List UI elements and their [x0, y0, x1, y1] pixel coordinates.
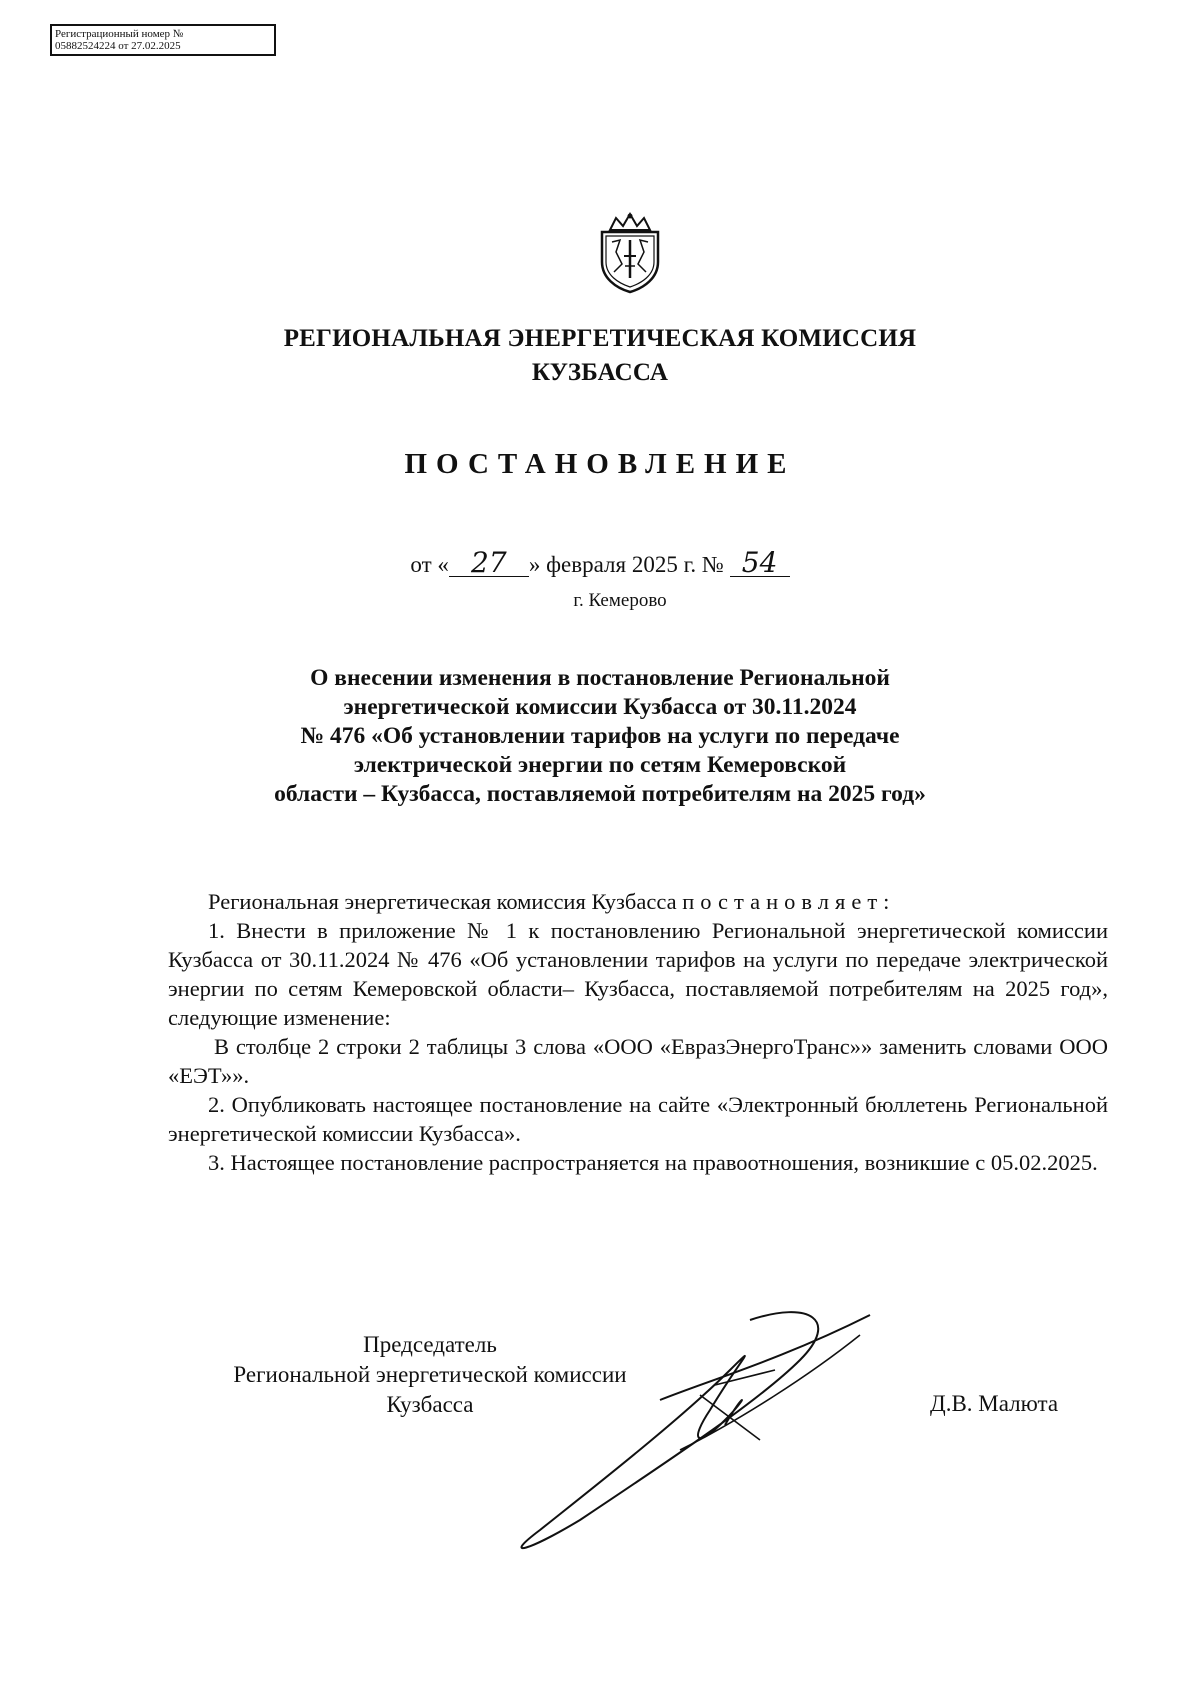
document-city: г. Кемерово	[573, 590, 667, 611]
intro-decree: постановляет:	[682, 889, 896, 914]
intro-text: Региональная энергетическая комиссия Кузбасса	[208, 889, 683, 914]
date-month-year: » февраля 2025 г. №	[528, 552, 724, 577]
organization-line-2: КУЗБАССА	[531, 359, 669, 386]
subject-line: области – Кузбасса, поставляемой потребителям на 2025 год»	[274, 781, 926, 807]
organization-line-1: РЕГИОНАЛЬНАЯ ЭНЕРГЕТИЧЕСКАЯ КОМИССИЯ	[283, 325, 917, 352]
signatory-title-line-3: Кузбасса	[386, 1392, 474, 1417]
handwritten-signature	[510, 1300, 950, 1560]
signatory-title-line-2: Региональной энергетической комиссии	[233, 1362, 627, 1387]
registration-line-2: 05882524224 от 27.02.2025	[55, 40, 181, 52]
registration-stamp	[50, 24, 276, 56]
document-date	[0, 546, 1200, 579]
body-item-1: 1. Внести в приложение № 1 к постановлению Региональной энергетической комиссии Кузбасса от 30.11.2024 № 476 «Об установлении тарифов на услуги по передаче электрической энергии по сетям Кемеровской области– Кузбасса, поставляемой потребителям на 2025 год», следующие изменение:	[168, 918, 1108, 1030]
subject-line: энергетической комиссии Кузбасса от 30.11.2024	[343, 694, 857, 720]
document-type: ПОСТАНОВЛЕНИЕ	[404, 448, 796, 480]
subject-line: № 476 «Об установлении тарифов на услуги по передаче	[300, 723, 900, 749]
registration-line-1: Регистрационный номер №	[55, 28, 184, 40]
body-item-1-change: В столбце 2 строки 2 таблицы 3 слова «ООО «ЕвразЭнергоТранс»» заменить словами ООО «ЕЭТ»».	[168, 1034, 1108, 1088]
document-body	[168, 887, 1108, 1177]
coat-of-arms-icon	[596, 212, 664, 294]
date-day: 27	[449, 550, 529, 577]
document-subject	[0, 664, 1200, 809]
organization-name	[0, 322, 1200, 390]
signatory-name: Д.В. Малюта	[930, 1391, 1059, 1416]
document-number: 54	[730, 550, 790, 577]
body-item-3: 3. Настоящее постановление распространяется на правоотношения, возникшие с 05.02.2025.	[208, 1150, 1098, 1175]
date-prefix: от «	[410, 552, 449, 577]
body-intro	[168, 887, 1108, 916]
signatory-title-line-1: Председатель	[363, 1332, 497, 1357]
body-item-2: 2. Опубликовать настоящее постановление на сайте «Электронный бюллетень Региональной энергетической комиссии Кузбасса».	[168, 1092, 1108, 1146]
subject-line: О внесении изменения в постановление Региональной	[310, 665, 890, 691]
subject-line: электрической энергии по сетям Кемеровской	[353, 752, 847, 778]
